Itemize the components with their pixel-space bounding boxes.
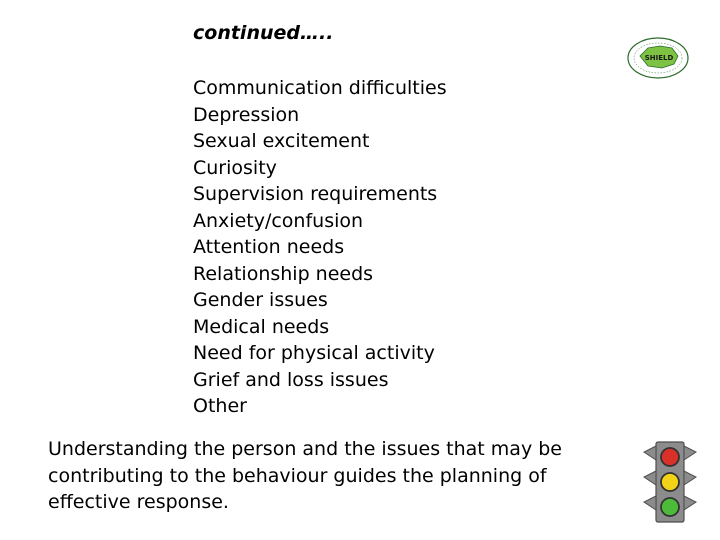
factor-item: Depression [193, 103, 300, 126]
factor-item: Gender issues [193, 289, 328, 311]
factor-item: Grief and loss issues [193, 368, 389, 391]
factor-item: Medical needs [193, 315, 330, 338]
continued-heading: continued….. [193, 22, 334, 44]
factor-item: Curiosity [193, 156, 277, 179]
factor-item: Communication difficulties [193, 77, 447, 99]
factor-item: Need for physical activity [193, 342, 435, 364]
svg-text:SHIELD: SHIELD [644, 54, 674, 62]
shield-logo-icon [626, 36, 690, 80]
factor-list [193, 75, 447, 420]
summary-text: Understanding the person and the issues that may be contributing to the behaviour guides the planning of effective response. [48, 438, 562, 513]
factor-item: Supervision requirements [193, 183, 438, 205]
factor-item: Sexual excitement [193, 130, 370, 152]
factor-item: Other [193, 395, 247, 417]
factor-item: Attention needs [193, 236, 345, 258]
factor-item: Anxiety/confusion [193, 209, 364, 232]
traffic-light-icon [640, 440, 700, 524]
factor-item: Relationship needs [193, 262, 374, 285]
